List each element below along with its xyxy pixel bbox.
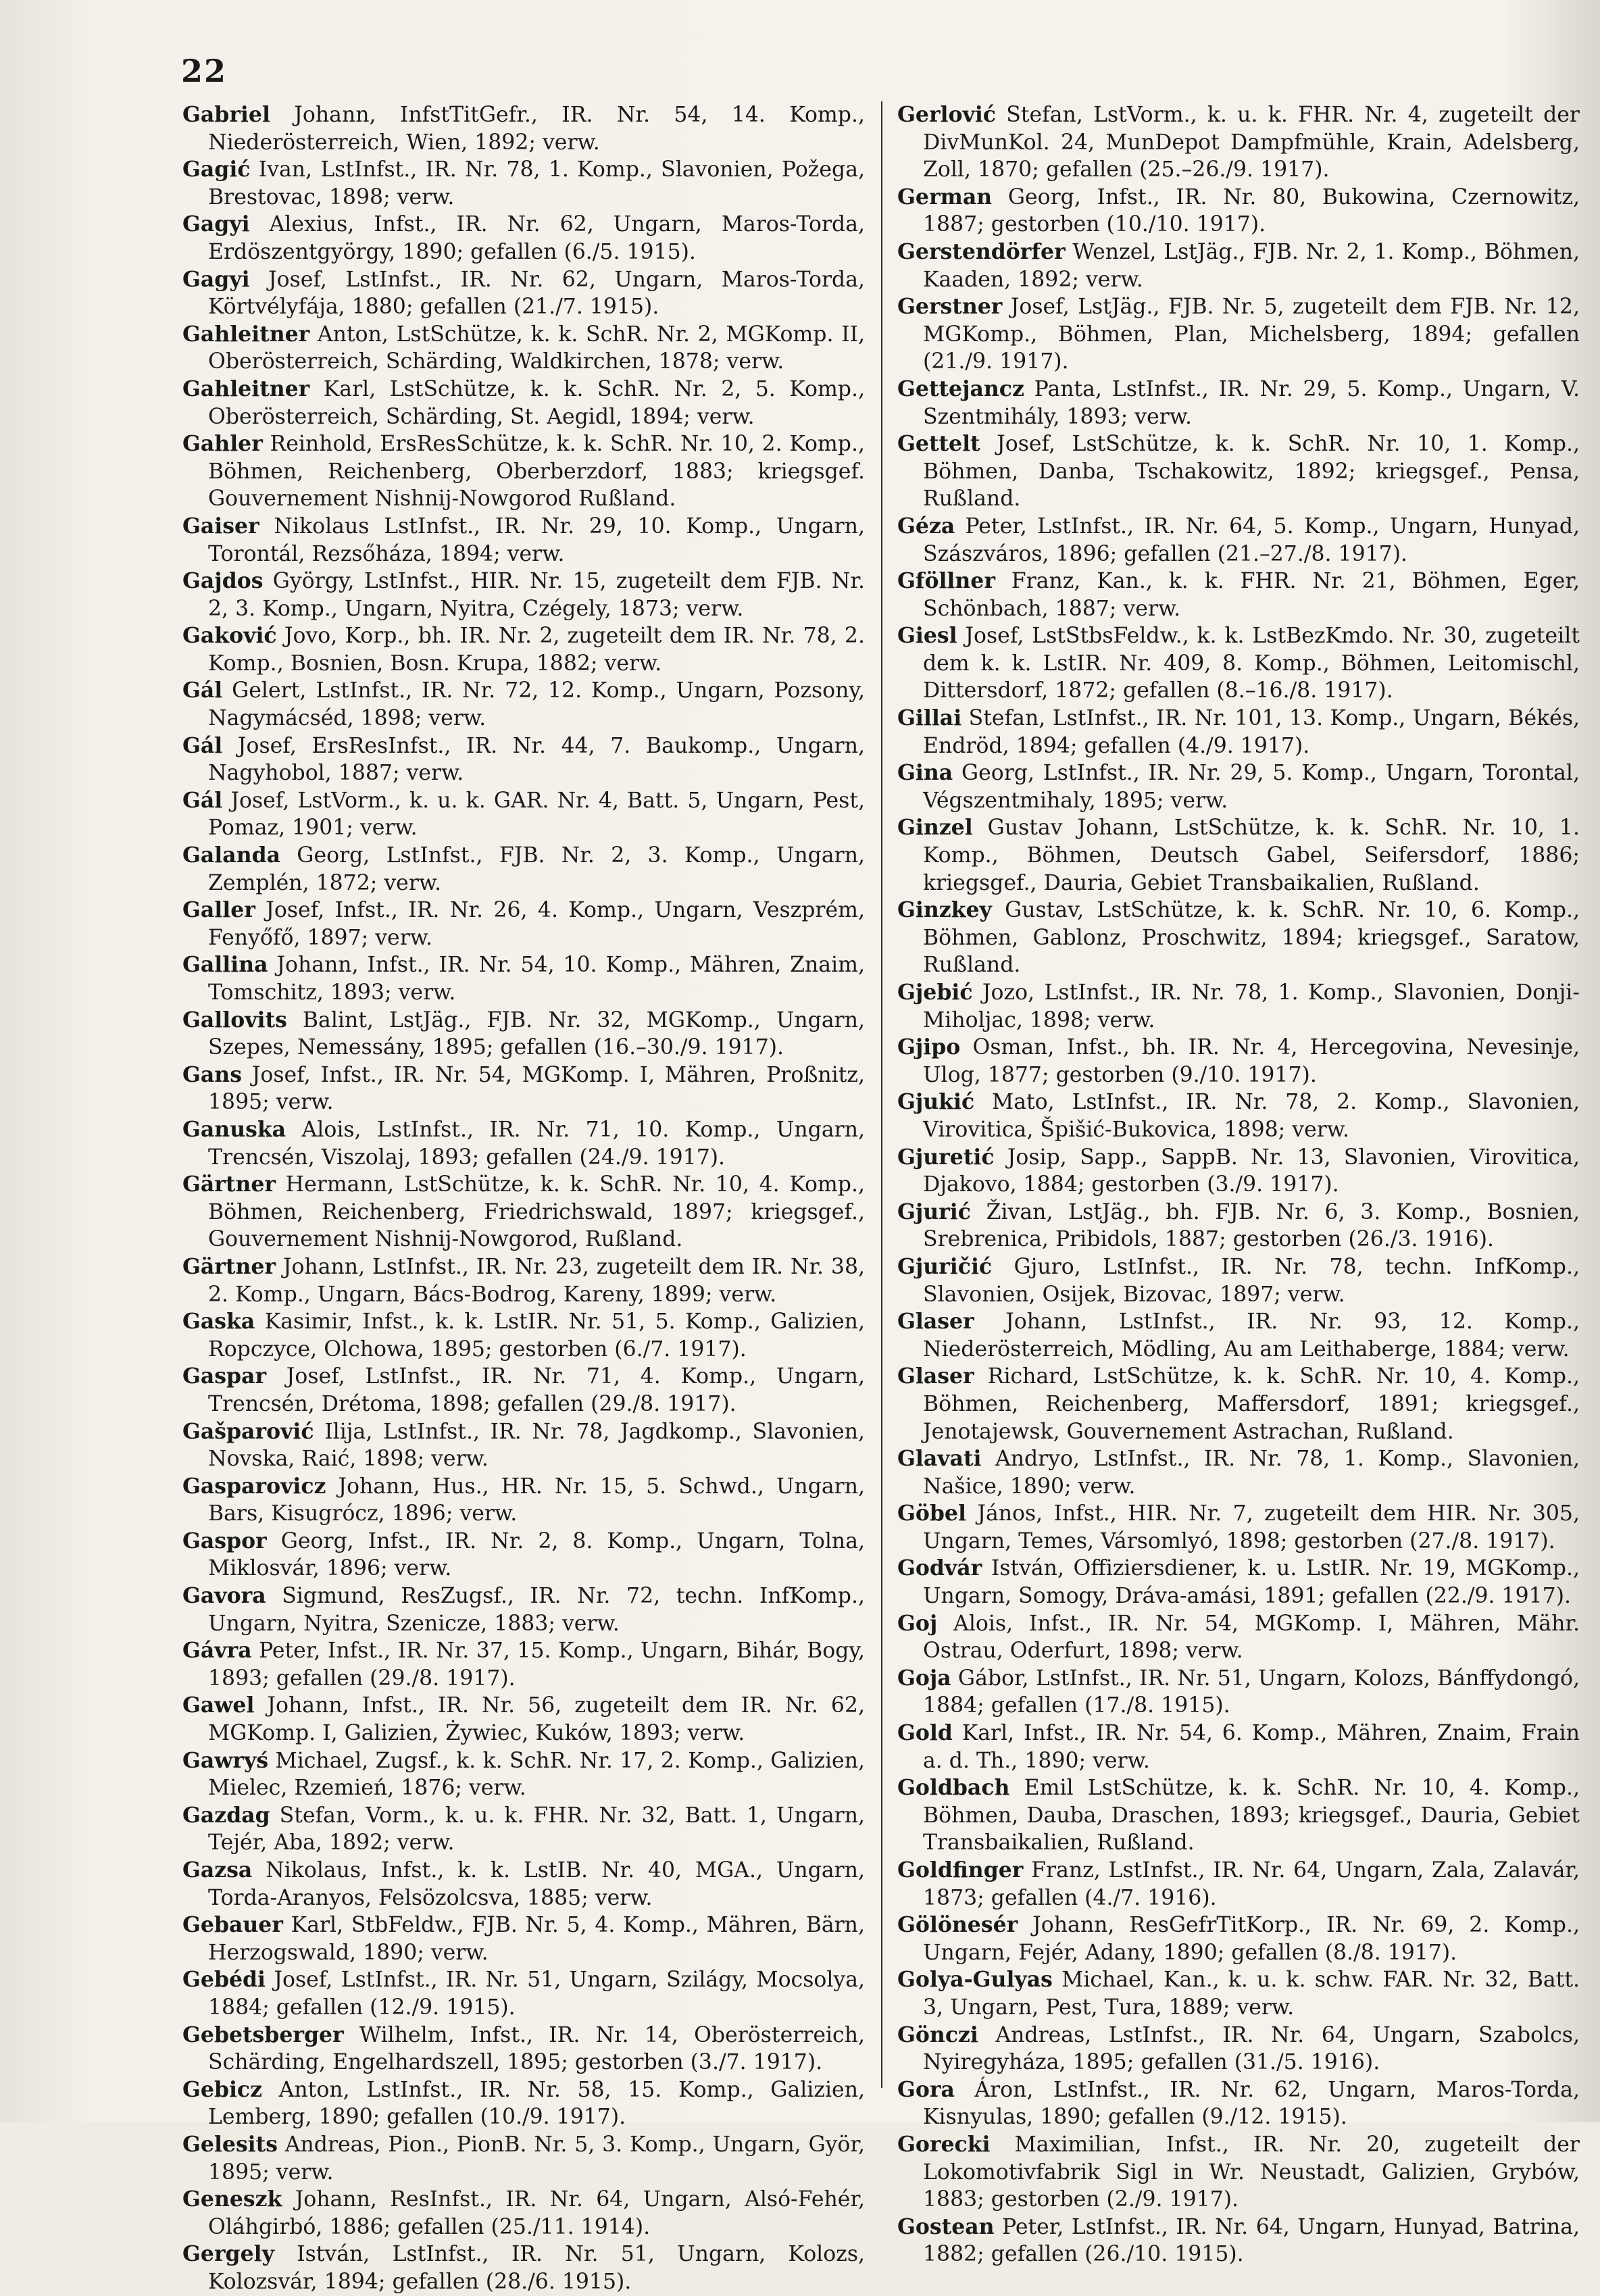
entry-surname: Gergely: [182, 2241, 274, 2267]
entry-surname: Gaska: [182, 1309, 255, 1334]
entry-surname: Ginzel: [897, 815, 973, 841]
entry-surname: Gasparovicz: [182, 1473, 326, 1499]
list-entry: [182, 513, 865, 568]
entry-surname: Gettelt: [897, 431, 980, 457]
entry-surname: Gerstendörfer: [897, 239, 1066, 264]
entry-surname: Gebetsberger: [182, 2022, 344, 2047]
entry-surname: Gahleitner: [182, 376, 310, 401]
list-entry: [182, 1747, 865, 1802]
entry-surname: Gans: [182, 1062, 242, 1087]
entry-surname: Gettejancz: [897, 376, 1024, 401]
list-entry: [182, 568, 865, 622]
entry-surname: Gebauer: [182, 1912, 283, 1938]
list-entry: [182, 1308, 865, 1363]
list-entry: [897, 1774, 1580, 1857]
entry-details: Mato, LstInfst., IR. Nr. 78, 2. Komp., Slavonien, Virovitica, Špišić-Bukovica, 1898; verw.: [923, 1090, 1580, 1142]
entry-details: Wilhelm, Infst., IR. Nr. 14, Oberösterreich, Schärding, Engelhardszell, 1895; gestorben (3./7. 1917).: [208, 2022, 865, 2075]
entry-surname: Gjukić: [897, 1089, 975, 1115]
entry-surname: Gallovits: [182, 1007, 287, 1032]
entry-details: Franz, LstInfst., IR. Nr. 64, Ungarn, Zala, Zalavár, 1873; gefallen (4./7. 1916).: [923, 1858, 1580, 1910]
entry-surname: Gawryś: [182, 1747, 269, 1773]
entry-details: Nikolaus LstInfst., IR. Nr. 29, 10. Komp., Ungarn, Torontál, Rezsőháza, 1894; verw.: [208, 514, 865, 566]
entry-details: Gjuro, LstInfst., IR. Nr. 78, techn. InfKomp., Slavonien, Osijek, Bizovac, 1897; verw.: [923, 1254, 1580, 1307]
entry-details: Panta, LstInfst., IR. Nr. 29, 5. Komp., Ungarn, V. Szentmihály, 1893; verw.: [923, 376, 1580, 429]
entry-surname: Gebicz: [182, 2076, 263, 2102]
right-column: [897, 101, 1580, 2268]
list-entry: [182, 1966, 865, 2021]
entry-details: Josef, LstSchütze, k. k. SchR. Nr. 10, 1. Komp., Böhmen, Danba, Tschakowitz, 1892; kriegsgef., Pensa, Rußland.: [923, 432, 1580, 511]
entry-surname: Goldfinger: [897, 1857, 1024, 1882]
entry-details: Andreas, Pion., PionB. Nr. 5, 3. Komp., Ungarn, Györ, 1895; verw.: [208, 2132, 865, 2185]
entry-details: Ivan, LstInfst., IR. Nr. 78, 1. Komp., Slavonien, Požega, Brestovac, 1898; verw.: [208, 157, 865, 209]
entry-details: Josef, Infst., IR. Nr. 26, 4. Komp., Ungarn, Veszprém, Fenyőfő, 1897; verw.: [208, 898, 865, 950]
entry-surname: Gina: [897, 760, 953, 786]
list-entry: [182, 2022, 865, 2076]
entry-surname: Gjuretić: [897, 1144, 995, 1170]
entry-details: Josef, LstInfst., IR. Nr. 51, Ungarn, Szilágy, Mocsolya, 1884; gefallen (12./9. 1915).: [208, 1968, 865, 2020]
list-entry: [897, 101, 1580, 184]
entry-details: Peter, LstInfst., IR. Nr. 64, Ungarn, Hunyad, Batrina, 1882; gefallen (26./10. 1915).: [923, 2214, 1580, 2267]
entry-details: Johann, ResInfst., IR. Nr. 64, Ungarn, Alsó-Fehér, Oláhgirbó, 1886; gefallen (25./11. 1914).: [208, 2187, 865, 2239]
list-entry: [182, 2186, 865, 2241]
entry-surname: Göbel: [897, 1501, 966, 1526]
entry-details: Richard, LstSchütze, k. k. SchR. Nr. 10, 4. Komp., Böhmen, Reichenberg, Maffersdorf, 1891; kriegsgef., Jenotajewsk, Gouvernement Astrachan, Rußland.: [923, 1364, 1580, 1444]
list-entry: [182, 1528, 865, 1582]
list-entry: [182, 1802, 865, 1857]
list-entry: [897, 1445, 1580, 1500]
entry-surname: Ginzkey: [897, 897, 992, 923]
entry-surname: Glaser: [897, 1309, 974, 1334]
entry-details: Karl, Infst., IR. Nr. 54, 6. Komp., Mähren, Znaim, Frain a. d. Th., 1890; verw.: [923, 1721, 1580, 1773]
list-entry: [182, 321, 865, 376]
entry-details: Alois, LstInfst., IR. Nr. 71, 10. Komp., Ungarn, Trencsén, Viszolaj, 1893; gefallen (24./9. 1917).: [208, 1117, 865, 1170]
list-entry: [897, 1610, 1580, 1665]
list-entry: [182, 101, 865, 156]
entry-surname: Gaković: [182, 623, 277, 649]
entry-details: Andreas, LstInfst., IR. Nr. 64, Ungarn, Szabolcs, Nyiregyháza, 1895; gefallen (31./5. 1916).: [923, 2022, 1580, 2075]
entry-surname: Gjipo: [897, 1034, 961, 1060]
entry-surname: Gahleitner: [182, 321, 310, 347]
entry-details: Johann, Hus., HR. Nr. 15, 5. Schwd., Ungarn, Bars, Kisugrócz, 1896; verw.: [208, 1474, 865, 1526]
entry-surname: Gärtner: [182, 1172, 276, 1197]
list-entry: [182, 951, 865, 1006]
entry-surname: Galanda: [182, 843, 281, 868]
entry-surname: Gerlović: [897, 102, 996, 127]
entry-surname: Gaiser: [182, 513, 259, 539]
list-entry: [182, 622, 865, 677]
entry-details: Michael, Zugsf., k. k. SchR. Nr. 17, 2. Komp., Galizien, Mielec, Rzemień, 1876; verw.: [208, 1748, 865, 1801]
entry-surname: Gál: [182, 787, 223, 813]
entry-details: Anton, LstSchütze, k. k. SchR. Nr. 2, MGKomp. II, Oberösterreich, Schärding, Waldkirchen, 1878; verw.: [208, 322, 865, 374]
entry-surname: Gelesits: [182, 2131, 278, 2157]
list-entry: [897, 979, 1580, 1034]
list-entry: [897, 1665, 1580, 1720]
entry-surname: Glaser: [897, 1364, 974, 1389]
list-entry: [182, 266, 865, 321]
entry-surname: Gazsa: [182, 1857, 253, 1882]
entry-details: Johann, Infst., IR. Nr. 54, 10. Komp., Mähren, Znaim, Tomschitz, 1893; verw.: [208, 953, 865, 1005]
entry-surname: Gönczi: [897, 2022, 978, 2047]
entry-details: Emil LstSchütze, k. k. SchR. Nr. 10, 4. Komp., Böhmen, Dauba, Draschen, 1893; kriegsgef., Dauria, Gebiet Transbaikalien, Rußland.: [923, 1776, 1580, 1855]
entry-surname: Gföllner: [897, 568, 995, 594]
entry-surname: Géza: [897, 513, 955, 539]
list-entry: [897, 1089, 1580, 1143]
entry-details: Georg, Infst., IR. Nr. 80, Bukowina, Czernowitz, 1887; gestorben (10./10. 1917).: [923, 184, 1580, 237]
list-entry: [897, 1034, 1580, 1089]
entry-surname: Gostean: [897, 2214, 995, 2239]
entry-details: Alexius, Infst., IR. Nr. 62, Ungarn, Maros-Torda, Erdöszentgyörgy, 1890; gefallen (6./5. 1915).: [208, 212, 865, 264]
list-entry: [897, 1857, 1580, 1912]
list-entry: [897, 1555, 1580, 1609]
list-entry: [897, 2076, 1580, 2131]
entry-details: Josip, Sapp., SappB. Nr. 13, Slavonien, Virovitica, Djakovo, 1884; gestorben (3./9. 1917).: [923, 1145, 1580, 1197]
entry-surname: Goldbach: [897, 1775, 1010, 1801]
entry-details: Josef, LstJäg., FJB. Nr. 5, zugeteilt dem FJB. Nr. 12, MGKomp., Böhmen, Plan, Michelsberg, 1894; gefallen (21./9. 1917).: [923, 295, 1580, 374]
list-entry: [897, 759, 1580, 814]
entry-surname: Gávra: [182, 1638, 252, 1664]
entry-surname: Goja: [897, 1665, 951, 1691]
list-entry: [182, 1253, 865, 1308]
list-entry: [897, 1720, 1580, 1774]
entry-surname: Gawel: [182, 1693, 255, 1718]
entry-surname: Glavati: [897, 1446, 982, 1472]
entry-surname: Gaspar: [182, 1364, 267, 1389]
entry-surname: Gora: [897, 2076, 955, 2102]
entry-surname: Gavora: [182, 1583, 266, 1609]
entry-details: Johann, ResGefrTitKorp., IR. Nr. 69, 2. Komp., Ungarn, Fejér, Adany, 1890; gefallen (8./8. 1917).: [923, 1913, 1580, 1965]
list-entry: [182, 1363, 865, 1418]
entry-details: Georg, LstInfst., IR. Nr. 29, 5. Komp., Ungarn, Torontal, Végszentmihaly, 1895; verw.: [923, 761, 1580, 813]
list-entry: [897, 239, 1580, 293]
entry-details: Gustav Johann, LstSchütze, k. k. SchR. Nr. 10, 1. Komp., Böhmen, Deutsch Gabel, Seifersdorf, 1886; kriegsgef., Dauria, Gebiet Transbaikalien, Rußland.: [923, 816, 1580, 895]
list-entry: [182, 2241, 865, 2295]
entry-details: Reinhold, ErsResSchütze, k. k. SchR. Nr. 10, 2. Komp., Böhmen, Reichenberg, Oberberzdorf, 1883; kriegsgef. Gouvernement Nishnij-Nowgorod Rußland.: [208, 432, 865, 511]
list-entry: [182, 1418, 865, 1473]
entry-details: Franz, Kan., k. k. FHR. Nr. 21, Böhmen, Eger, Schönbach, 1887; verw.: [923, 569, 1580, 621]
list-entry: [897, 1966, 1580, 2021]
list-entry: [897, 622, 1580, 705]
left-column: [182, 101, 865, 2296]
entry-surname: Gaspor: [182, 1528, 267, 1553]
list-entry: [182, 1171, 865, 1253]
list-entry: [182, 787, 865, 842]
entry-surname: Gagyi: [182, 266, 250, 292]
entry-surname: Galler: [182, 897, 255, 923]
list-entry: [897, 1253, 1580, 1308]
entry-surname: Gjebić: [897, 980, 973, 1005]
list-entry: [897, 814, 1580, 897]
list-entry: [897, 1308, 1580, 1363]
entry-surname: Gjurić: [897, 1199, 971, 1224]
entry-details: Ilija, LstInfst., IR. Nr. 78, Jagdkomp., Slavonien, Novska, Raić, 1898; verw.: [208, 1419, 865, 1472]
list-entry: [182, 156, 865, 211]
entry-surname: Geneszk: [182, 2187, 282, 2212]
entry-surname: Giesl: [897, 623, 957, 649]
list-entry: [182, 211, 865, 266]
entry-surname: Gärtner: [182, 1253, 276, 1279]
list-entry: [182, 430, 865, 513]
entry-surname: Gahler: [182, 431, 263, 457]
entry-surname: Gold: [897, 1720, 953, 1746]
entry-surname: Godvár: [897, 1555, 982, 1581]
entry-details: István, LstInfst., IR. Nr. 51, Ungarn, Kolozs, Kolozsvár, 1894; gefallen (28./6. 1915).: [208, 2242, 865, 2294]
entry-details: Karl, LstSchütze, k. k. SchR. Nr. 2, 5. Komp., Oberösterreich, Schärding, St. Aegidl, 1894; verw.: [208, 376, 865, 429]
entry-details: Gelert, LstInfst., IR. Nr. 72, 12. Komp., Ungarn, Pozsony, Nagymácséd, 1898; verw.: [208, 678, 865, 731]
list-entry: [897, 293, 1580, 376]
entry-details: Jozo, LstInfst., IR. Nr. 78, 1. Komp., Slavonien, Donji-Miholjac, 1898; verw.: [923, 980, 1580, 1032]
list-entry: [897, 1199, 1580, 1253]
entry-surname: Golya-Gulyas: [897, 1967, 1053, 1993]
list-entry: [182, 1857, 865, 1912]
entry-details: Josef, LstInfst., IR. Nr. 71, 4. Komp., Ungarn, Trencsén, Drétoma, 1898; gefallen (29./8. 1917).: [208, 1364, 865, 1416]
list-entry: [897, 2214, 1580, 2268]
list-entry: [182, 732, 865, 787]
list-entry: [897, 705, 1580, 759]
list-entry: [182, 2076, 865, 2131]
entry-surname: Gazdag: [182, 1802, 270, 1828]
entry-details: Georg, LstInfst., FJB. Nr. 2, 3. Komp., Ungarn, Zemplén, 1872; verw.: [208, 843, 865, 895]
list-entry: [182, 1912, 865, 1966]
entry-surname: Gagyi: [182, 211, 250, 237]
entry-details: Kasimir, Infst., k. k. LstIR. Nr. 51, 5. Komp., Galizien, Ropczyce, Olchowa, 1895; gestorben (6./7. 1917).: [208, 1309, 865, 1362]
list-entry: [182, 1692, 865, 1747]
list-entry: [897, 1144, 1580, 1199]
list-entry: [182, 376, 865, 430]
list-entry: [897, 1500, 1580, 1555]
list-entry: [182, 897, 865, 951]
list-entry: [897, 513, 1580, 568]
list-entry: [897, 897, 1580, 979]
entry-details: Josef, LstInfst., IR. Nr. 62, Ungarn, Maros-Torda, Körtvélyfája, 1880; gefallen (21./7. 1915).: [208, 267, 865, 320]
entry-details: Johann, LstInfst., IR. Nr. 93, 12. Komp., Niederösterreich, Mödling, Au am Leithaberge, 1884; verw.: [923, 1309, 1580, 1362]
entry-details: Živan, LstJäg., bh. FJB. Nr. 6, 3. Komp., Bosnien, Srebrenica, Pribidols, 1887; gestorben (26./3. 1916).: [923, 1199, 1580, 1252]
entry-details: Stefan, Vorm., k. u. k. FHR. Nr. 32, Batt. 1, Ungarn, Tejér, Aba, 1892; verw.: [208, 1803, 865, 1855]
page-number: 22: [181, 53, 228, 89]
column-divider: [881, 101, 882, 2088]
entry-surname: Gebédi: [182, 1967, 266, 1993]
entry-surname: Gál: [182, 678, 223, 703]
list-entry: [897, 2131, 1580, 2214]
entry-details: Balint, LstJäg., FJB. Nr. 32, MGKomp., Ungarn, Szepes, Nemessány, 1895; gefallen (16.–30./9. 1917).: [208, 1007, 865, 1060]
entry-details: Áron, LstInfst., IR. Nr. 62, Ungarn, Maros-Torda, Kisnyulas, 1890; gefallen (9./12. 1915).: [923, 2077, 1580, 2130]
entry-details: Nikolaus, Infst., k. k. LstIB. Nr. 40, MGA., Ungarn, Torda-Aranyos, Felsözolcsva, 1885; verw.: [208, 1858, 865, 1910]
entry-surname: German: [897, 184, 993, 209]
list-entry: [897, 430, 1580, 513]
entry-details: Gábor, LstInfst., IR. Nr. 51, Ungarn, Kolozs, Bánffydongó, 1884; gefallen (17./8. 1915).: [923, 1666, 1580, 1718]
entry-details: Johann, LstInfst., IR. Nr. 23, zugeteilt dem IR. Nr. 38, 2. Komp., Ungarn, Bács-Bodrog, Kareny, 1899; verw.: [208, 1254, 865, 1307]
entry-details: Peter, Infst., IR. Nr. 37, 15. Komp., Ungarn, Bihár, Bogy, 1893; gefallen (29./8. 1917).: [208, 1639, 865, 1691]
entry-surname: Gölönesér: [897, 1912, 1018, 1938]
entry-details: Jovo, Korp., bh. IR. Nr. 2, zugeteilt dem IR. Nr. 78, 2. Komp., Bosnien, Bosn. Krupa, 1882; verw.: [208, 624, 865, 676]
list-entry: [897, 376, 1580, 430]
list-entry: [182, 1637, 865, 1692]
entry-details: Karl, StbFeldw., FJB. Nr. 5, 4. Komp., Mähren, Bärn, Herzogswald, 1890; verw.: [208, 1913, 865, 1965]
entry-details: György, LstInfst., HIR. Nr. 15, zugeteilt dem FJB. Nr. 2, 3. Komp., Ungarn, Nyitra, Czégely, 1873; verw.: [208, 569, 865, 621]
entry-details: Stefan, LstInfst., IR. Nr. 101, 13. Komp., Ungarn, Békés, Endröd, 1894; gefallen (4./9. 1917).: [923, 706, 1580, 758]
list-entry: [897, 568, 1580, 622]
entry-surname: Gjuričić: [897, 1253, 993, 1279]
list-entry: [182, 677, 865, 732]
entry-surname: Gagić: [182, 157, 251, 182]
list-entry: [182, 842, 865, 897]
entry-surname: Ganuska: [182, 1116, 286, 1142]
list-entry: [182, 1007, 865, 1062]
entry-details: Alois, Infst., IR. Nr. 54, MGKomp. I, Mähren, Mähr. Ostrau, Oderfurt, 1898; verw.: [923, 1611, 1580, 1664]
entry-details: Andryo, LstInfst., IR. Nr. 78, 1. Komp., Slavonien, Našice, 1890; verw.: [923, 1447, 1580, 1499]
entry-details: Anton, LstInfst., IR. Nr. 58, 15. Komp., Galizien, Lemberg, 1890; gefallen (10./9. 1917).: [208, 2077, 865, 2130]
entry-details: Josef, LstVorm., k. u. k. GAR. Nr. 4, Batt. 5, Ungarn, Pest, Pomaz, 1901; verw.: [208, 788, 865, 841]
entry-details: Stefan, LstVorm., k. u. k. FHR. Nr. 4, zugeteilt der DivMunKol. 24, MunDepot Dampfmühle, Krain, Adelsberg, Zoll, 1870; gefallen (25.–26./9. 1917).: [923, 103, 1580, 182]
list-entry: [182, 1116, 865, 1171]
list-entry: [897, 184, 1580, 239]
entry-surname: Gál: [182, 732, 223, 758]
entry-details: Josef, LstStbsFeldw., k. k. LstBezKmdo. Nr. 30, zugeteilt dem k. k. LstIR. Nr. 409, 8. Komp., Böhmen, Leitomischl, Dittersdorf, 1872; gefallen (8.–16./8. 1917).: [923, 624, 1580, 703]
entry-surname: Gorecki: [897, 2131, 991, 2157]
list-entry: [897, 2022, 1580, 2076]
entry-details: Peter, LstInfst., IR. Nr. 64, 5. Komp., Ungarn, Hunyad, Szászváros, 1896; gefallen (21.–27./8. 1917).: [923, 514, 1580, 566]
entry-surname: Goj: [897, 1610, 938, 1636]
entry-surname: Gillai: [897, 705, 962, 731]
entry-details: Hermann, LstSchütze, k. k. SchR. Nr. 10, 4. Komp., Böhmen, Reichenberg, Friedrichswald, 1897; kriegsgef., Gouvernement Nishnij-Nowgorod, Rußland.: [208, 1172, 865, 1252]
entry-details: Georg, Infst., IR. Nr. 2, 8. Komp., Ungarn, Tolna, Miklosvár, 1896; verw.: [208, 1528, 865, 1581]
list-entry: [897, 1912, 1580, 1966]
entry-surname: Gallina: [182, 952, 268, 978]
entry-details: István, Offiziersdiener, k. u. LstIR. Nr. 19, MGKomp., Ungarn, Somogy, Dráva-amási, 1891; gefallen (22./9. 1917).: [923, 1556, 1580, 1609]
entry-details: Johann, InfstTitGefr., IR. Nr. 54, 14. Komp., Niederösterreich, Wien, 1892; verw.: [208, 103, 865, 155]
entry-details: Sigmund, ResZugsf., IR. Nr. 72, techn. InfKomp., Ungarn, Nyitra, Szenicze, 1883; verw.: [208, 1584, 865, 1636]
entry-details: Maximilian, Infst., IR. Nr. 20, zugeteilt der Lokomotivfabrik Sigl in Wr. Neustadt, Galizien, Grybów, 1883; gestorben (2./9. 1917).: [923, 2132, 1580, 2212]
entry-surname: Gajdos: [182, 568, 264, 594]
list-entry: [182, 1473, 865, 1528]
entry-details: Wenzel, LstJäg., FJB. Nr. 2, 1. Komp., Böhmen, Kaaden, 1892; verw.: [923, 239, 1580, 292]
entry-details: Johann, Infst., IR. Nr. 56, zugeteilt dem IR. Nr. 62, MGKomp. I, Galizien, Żywiec, Kuków, 1893; verw.: [208, 1693, 865, 1746]
list-entry: [182, 1582, 865, 1637]
list-entry: [182, 1062, 865, 1116]
entry-surname: Gabriel: [182, 102, 270, 127]
entry-details: Josef, ErsResInfst., IR. Nr. 44, 7. Baukomp., Ungarn, Nagyhobol, 1887; verw.: [208, 733, 865, 786]
entry-details: Michael, Kan., k. u. k. schw. FAR. Nr. 32, Batt. 3, Ungarn, Pest, Tura, 1889; verw.: [923, 1968, 1580, 2020]
entry-details: Josef, Infst., IR. Nr. 54, MGKomp. I, Mähren, Proßnitz, 1895; verw.: [208, 1062, 865, 1115]
entry-details: Osman, Infst., bh. IR. Nr. 4, Hercegovina, Nevesinje, Ulog, 1877; gestorben (9./10. 1917).: [923, 1035, 1580, 1087]
entry-surname: Gašparović: [182, 1418, 314, 1444]
entry-details: Gustav, LstSchütze, k. k. SchR. Nr. 10, 6. Komp., Böhmen, Gablonz, Proschwitz, 1894; kriegsgef., Saratow, Rußland.: [923, 898, 1580, 978]
list-entry: [897, 1363, 1580, 1445]
entry-surname: Gerstner: [897, 294, 1003, 320]
entry-details: János, Infst., HIR. Nr. 7, zugeteilt dem HIR. Nr. 305, Ungarn, Temes, Vársomlyó, 1898; gestorben (27./8. 1917).: [923, 1501, 1580, 1553]
list-entry: [182, 2131, 865, 2186]
